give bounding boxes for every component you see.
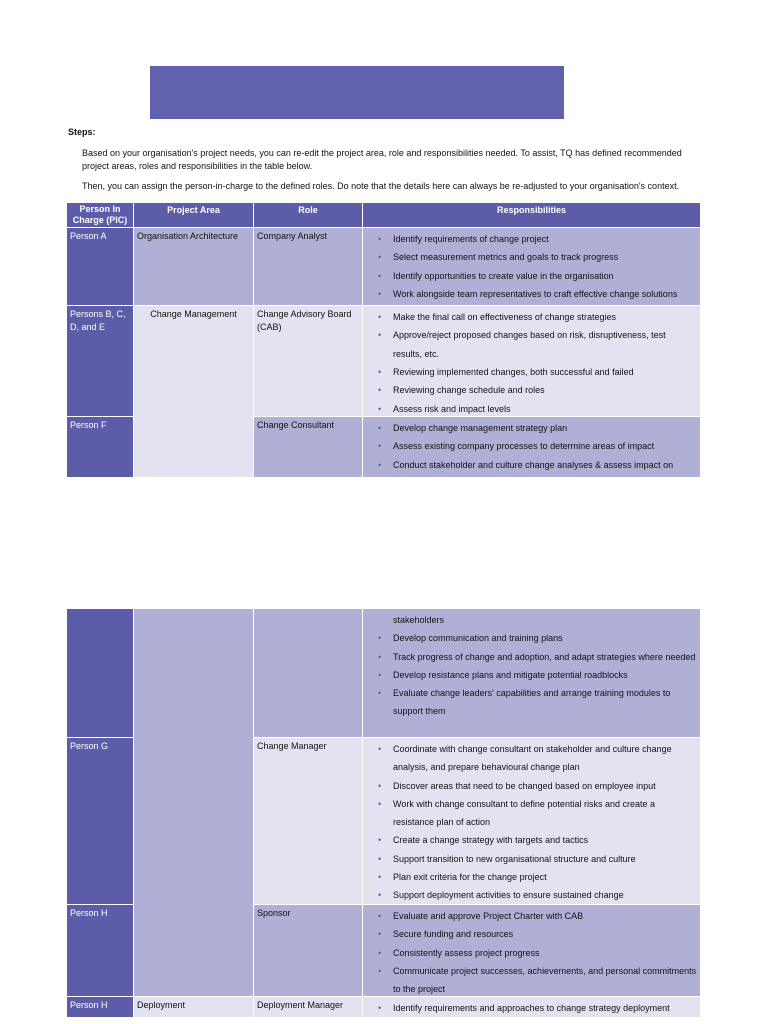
pic-cell: Person H [67, 997, 134, 1017]
role-cell [254, 609, 363, 737]
responsibility-item: • Track progress of change and adoption, and adapt strategies where needed [366, 648, 697, 666]
responsibility-item: • Support transition to new organisational structure and culture [366, 850, 697, 868]
responsibility-item: • Identify opportunities to create value in the organisation [366, 267, 697, 285]
role-cell: Change Manager [254, 738, 363, 904]
pic-cell: Person G [67, 738, 134, 904]
responsibilities-cell [363, 997, 700, 1017]
responsibility-item: • Create a change strategy with targets and tactics [366, 831, 697, 849]
responsibilities-cell [363, 609, 700, 737]
table-row [67, 996, 700, 1017]
intro-paragraph: Based on your organisation's project needs, you can re-edit the project area, role and responsibilities needed. To assist, TQ has defined recommended project areas, roles and responsibilities in the table below. [82, 148, 682, 171]
area-cell-continued [134, 609, 254, 996]
pic-cell: Persons B, C, D, and E [67, 306, 134, 416]
responsibilities-cell [363, 738, 700, 904]
responsibility-item: • Work alongside team representatives to craft effective change solutions [366, 285, 697, 303]
responsibility-item: • Consistently assess project progress [366, 944, 697, 962]
responsibility-item: • Secure funding and resources [366, 925, 697, 943]
responsibility-table-page2 [67, 609, 700, 1017]
responsibility-item: • Support deployment activities to ensure sustained change [366, 886, 697, 904]
table-row [254, 416, 700, 477]
responsibility-item: • Work with change consultant to define potential risks and create a resistance plan of action [366, 795, 697, 832]
area-cell: Change Management [134, 305, 254, 477]
header-responsibilities: Responsibilities [363, 203, 700, 227]
responsibility-item: • Develop communication and training plans [366, 629, 697, 647]
table-row [67, 227, 700, 305]
responsibility-item: • Assess risk and impact levels [366, 400, 697, 418]
responsibilities-cell [363, 228, 700, 305]
responsibility-item: • Communicate project successes, achievements, and personal commitments to the project [366, 962, 697, 999]
responsibility-item: • Conduct stakeholder and culture change analyses & assess impact on [366, 456, 697, 474]
table-row [254, 609, 700, 737]
steps-label: Steps: [68, 127, 96, 137]
responsibility-item: • Evaluate change leaders' capabilities and arrange training modules to support them [366, 684, 697, 721]
responsibility-table-page1 [67, 202, 700, 470]
table-row [67, 305, 134, 416]
pic-cell: Person F [67, 417, 134, 477]
responsibility-item: • Identify requirements of change project [366, 230, 697, 248]
table-header-row [67, 202, 700, 227]
table-row [254, 305, 700, 416]
responsibility-item: • Evaluate and approve Project Charter with CAB [366, 907, 697, 925]
table-row [254, 737, 700, 904]
area-cell: Organisation Architecture [134, 228, 254, 305]
title-banner [150, 66, 564, 119]
responsibility-item: • Identify requirements and approaches to change strategy deployment [366, 999, 697, 1017]
role-cell: Deployment Manager [254, 997, 363, 1017]
responsibilities-cell [363, 417, 700, 477]
area-cell: Deployment [134, 997, 254, 1017]
table-row [67, 416, 134, 477]
role-cell: Sponsor [254, 905, 363, 996]
table-row [254, 904, 700, 996]
header-role: Role [254, 203, 363, 227]
role-cell: Change Advisory Board (CAB) [254, 306, 363, 416]
responsibility-item: • Reviewing change schedule and roles [366, 381, 697, 399]
responsibility-item: • Develop resistance plans and mitigate potential roadblocks [366, 666, 697, 684]
change-management-group [67, 305, 700, 477]
header-project-area: Project Area [134, 203, 254, 227]
responsibility-item: • Reviewing implemented changes, both successful and failed [366, 363, 697, 381]
table-row [67, 904, 134, 996]
assign-paragraph: Then, you can assign the person-in-charge to the defined roles. Do note that the details here can always be re-adjusted to your organisation's context. [82, 181, 680, 191]
responsibility-item: • Make the final call on effectiveness of change strategies [366, 308, 697, 326]
role-cell: Change Consultant [254, 417, 363, 477]
responsibility-item: • Develop change management strategy plan [366, 419, 697, 437]
responsibility-item: • Coordinate with change consultant on stakeholder and culture change analysis, and prepare behavioural change plan [366, 740, 697, 777]
header-pic: Person In Charge (PIC) [67, 203, 134, 227]
pic-cell: Person A [67, 228, 134, 305]
responsibilities-cell [363, 905, 700, 996]
responsibilities-cell [363, 306, 700, 416]
role-cell: Company Analyst [254, 228, 363, 305]
table-row [67, 609, 134, 737]
responsibility-item: • Plan exit criteria for the change project [366, 868, 697, 886]
responsibility-item: • Approve/reject proposed changes based on risk, disruptiveness, test results, etc. [366, 326, 697, 363]
responsibility-continuation: stakeholders [393, 615, 445, 625]
responsibility-item: • Assess existing company processes to determine areas of impact [366, 437, 697, 455]
table-row [67, 737, 134, 904]
pic-cell: Person H [67, 905, 134, 996]
responsibility-item: • Discover areas that need to be changed based on employee input [366, 777, 697, 795]
responsibility-item: • Select measurement metrics and goals to track progress [366, 248, 697, 266]
pic-cell [67, 609, 134, 737]
